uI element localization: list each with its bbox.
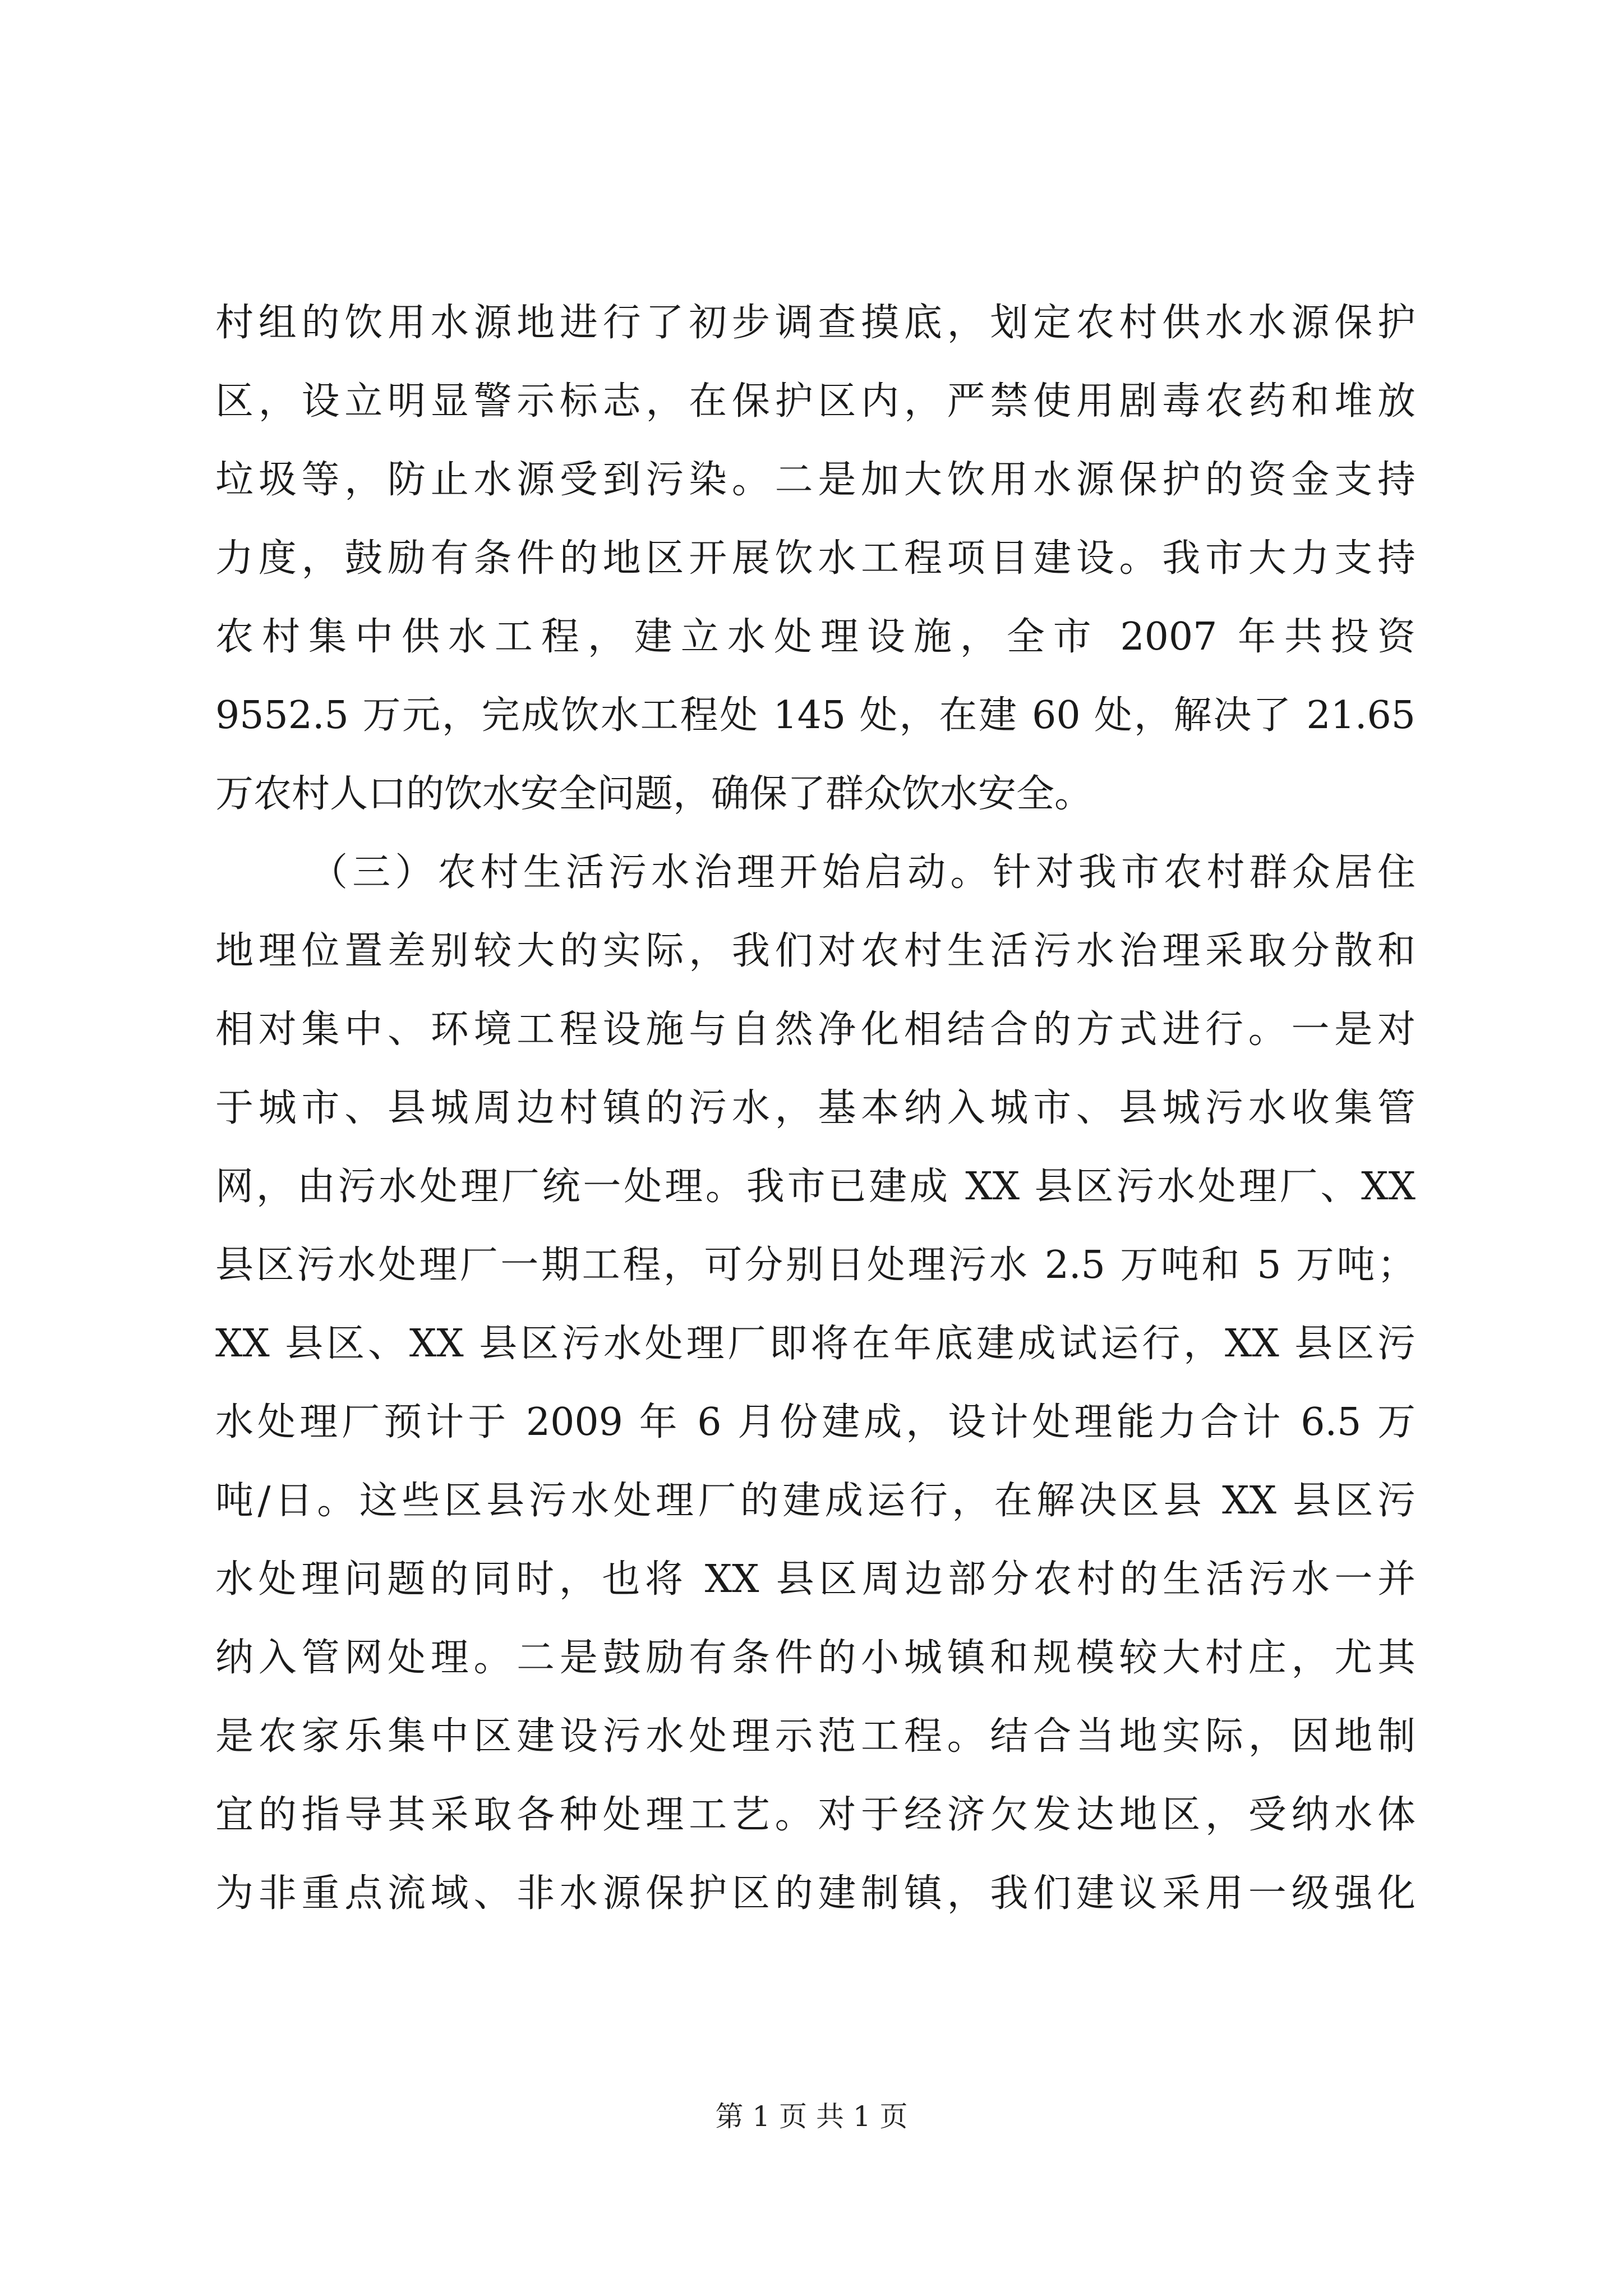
- body-text-line: 农村集中供水工程，建立水处理设施，全市 2007 年共投资: [215, 615, 1415, 659]
- body-text-line: 纳入管网处理。二是鼓励有条件的小城镇和规模较大村庄，尤其: [215, 1636, 1415, 1680]
- paragraph-first-line: （三）农村生活污水治理开始启动。针对我市农村群众居住: [310, 850, 1415, 895]
- body-text-line: 9552.5 万元，完成饮水工程处 145 处，在建 60 处，解决了 21.65: [215, 693, 1415, 738]
- body-text-line: 村组的饮用水源地进行了初步调查摸底，划定农村供水水源保护: [215, 301, 1415, 345]
- body-text-line: 水处理厂预计于 2009 年 6 月份建成，设计处理能力合计 6.5 万: [215, 1400, 1415, 1444]
- body-text-line: 万农村人口的饮水安全问题，确保了群众饮水安全。: [215, 772, 1093, 816]
- body-text-line: 水处理问题的同时，也将 XX 县区周边部分农村的生活污水一并: [215, 1557, 1415, 1602]
- body-text-line: 网，由污水处理厂统一处理。我市已建成 XX 县区污水处理厂、XX: [215, 1165, 1415, 1209]
- body-text-line: 为非重点流域、非水源保护区的建制镇，我们建议采用一级强化: [215, 1871, 1415, 1916]
- body-text-line: 是农家乐集中区建设污水处理示范工程。结合当地实际，因地制: [215, 1714, 1415, 1759]
- body-text-line: 宜的指导其采取各种处理工艺。对于经济欠发达地区，受纳水体: [215, 1793, 1415, 1837]
- body-text-line: 相对集中、环境工程设施与自然净化相结合的方式进行。一是对: [215, 1007, 1415, 1052]
- body-text-line: 区，设立明显警示标志，在保护区内，严禁使用剧毒农药和堆放: [215, 379, 1415, 424]
- body-text-line: 力度，鼓励有条件的地区开展饮水工程项目建设。我市大力支持: [215, 536, 1415, 581]
- body-text-line: 于城市、县城周边村镇的污水，基本纳入城市、县城污水收集管: [215, 1086, 1415, 1130]
- body-text-line: 地理位置差别较大的实际，我们对农村生活污水治理采取分散和: [215, 929, 1415, 973]
- body-text-line: 垃圾等，防止水源受到污染。二是加大饮用水源保护的资金支持: [215, 458, 1415, 502]
- page-number-footer: 第 1 页 共 1 页: [715, 2100, 908, 2133]
- body-text-line: 吨/日。这些区县污水处理厂的建成运行，在解决区县 XX 县区污: [215, 1479, 1415, 1523]
- body-text-line: 县区污水处理厂一期工程，可分别日处理污水 2.5 万吨和 5 万吨；: [215, 1243, 1415, 1287]
- body-text-line: XX 县区、XX 县区污水处理厂即将在年底建成试运行，XX 县区污: [215, 1322, 1415, 1366]
